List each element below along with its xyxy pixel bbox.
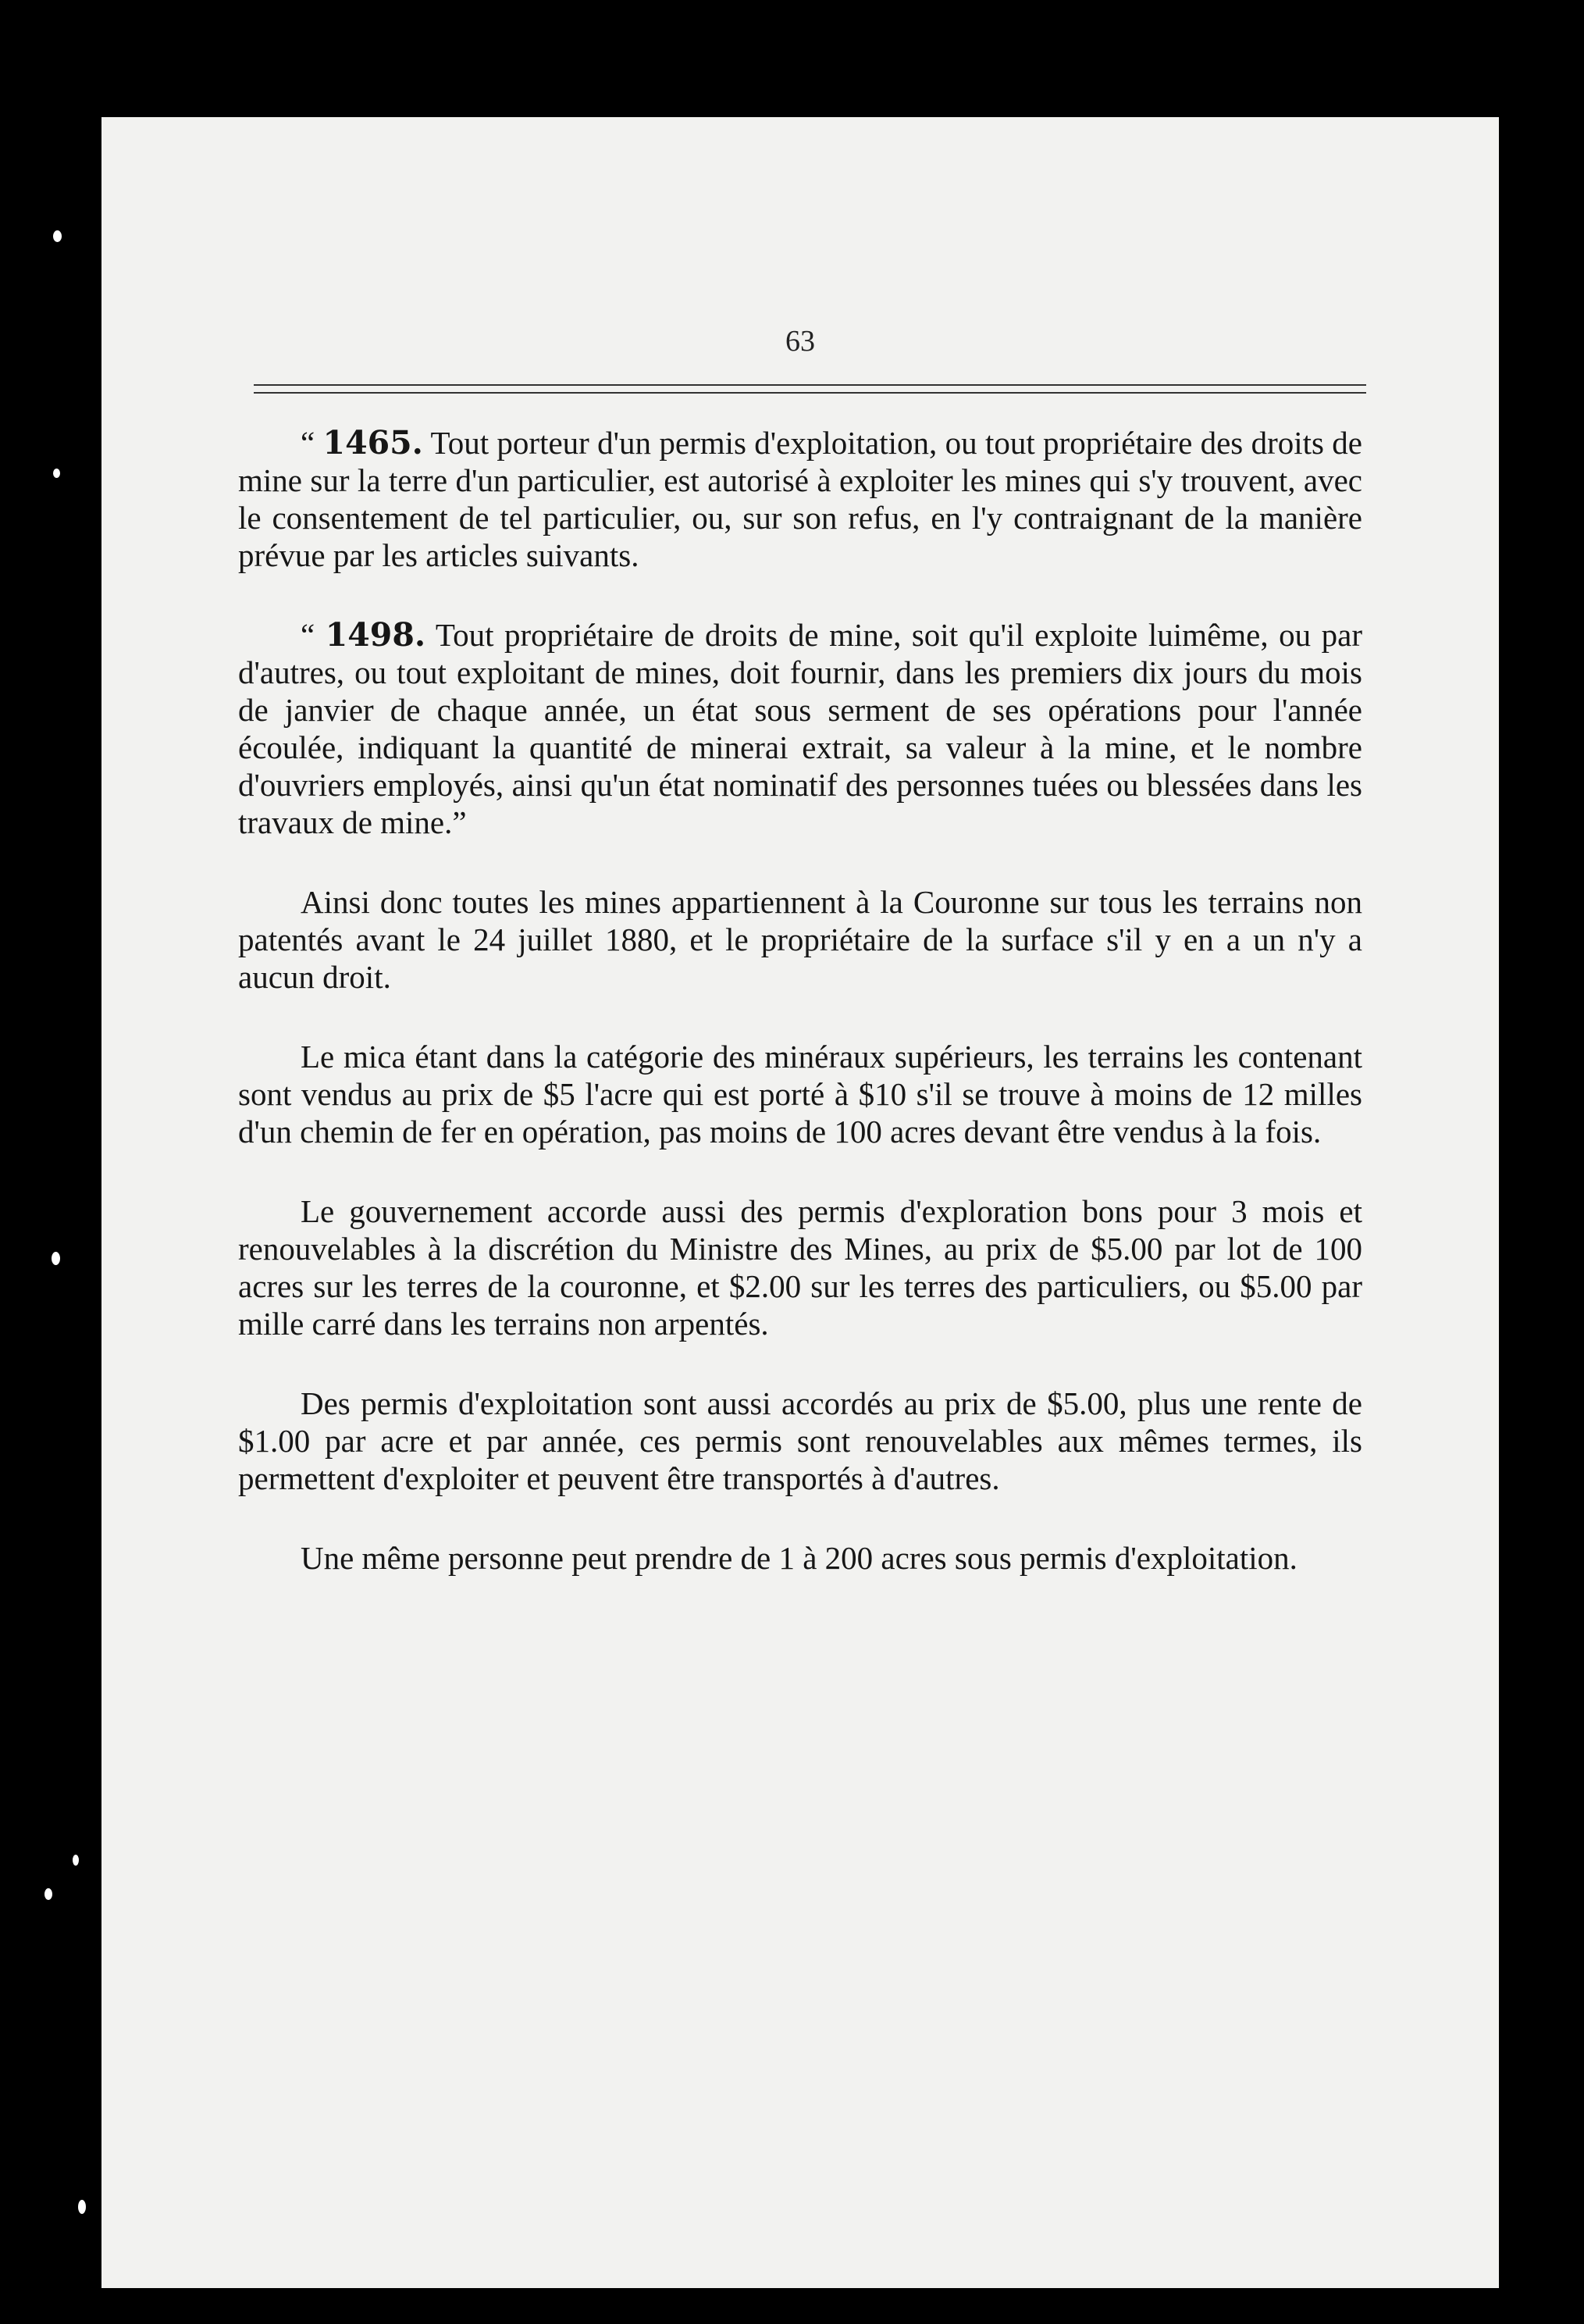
paragraph-exploitation-permits: Des permis d'exploitation sont aussi accordés au prix de $5.00, plus une rente de $1.00 par acre et par année, ces permis sont renouvelables aux mêmes termes, ils permettent d'exploiter et peuvent être transportés à d'autres.: [238, 1385, 1362, 1496]
scan-speck: [73, 1855, 79, 1866]
page-number: 63: [785, 325, 815, 358]
paragraph-acreage-limit: Une même personne peut prendre de 1 à 200 acres sous permis d'exploitation.: [301, 1540, 1297, 1576]
document-page: [101, 117, 1499, 2288]
article-number: 1498.: [325, 616, 426, 654]
article-text: Tout porteur d'un permis d'exploitation, ou tout propriétaire des droits de mine sur la terre d'un particulier, est autorisé à exploiter les mines qui s'y trouvent, avec le consentement de tel particulier, ou, sur son refus, en l'y contraignant de la manière prévue par les articles suivants.: [238, 425, 1363, 573]
header-rule: [254, 384, 1366, 386]
scan-speck: [53, 230, 62, 242]
scan-speck: [78, 2200, 86, 2214]
scan-speck: [53, 469, 60, 478]
scan-speck: [44, 1888, 52, 1900]
article-1465: [238, 424, 1362, 574]
header-rule-secondary: [254, 392, 1366, 394]
scan-speck: [52, 1252, 60, 1265]
page-body: [238, 424, 1362, 1619]
paragraph-exploration-permits: Le gouvernement accorde aussi des permis d'exploration bons pour 3 mois et renouvelables à la discrétion du Ministre des Mines, au prix de $5.00 par lot de 100 acres sur les terres de la couronne, et $2.00 sur les terres des particuliers, ou $5.00 par mille carré dans les terrains non arpentés.: [238, 1193, 1362, 1342]
article-open-quote: “: [301, 617, 315, 653]
article-text: Tout propriétaire de droits de mine, soit qu'il exploite luimême, ou par d'autres, ou tout exploitant de mines, doit fournir, dans les premiers dix jours du mois de janvier de chaque année, un état sous serment de ses opérations pour l'année écoulée, indiquant la quantité de minerai extrait, sa valeur à la mine, et le nombre d'ouvriers employés, ainsi qu'un état nominatif des personnes tuées ou blessées dans les travaux de mine.”: [238, 617, 1362, 840]
article-number: 1465.: [322, 424, 423, 462]
article-1498: [238, 616, 1362, 841]
paragraph-crown-mines: Ainsi donc toutes les mines appartiennent à la Couronne sur tous les terrains non patentés avant le 24 juillet 1880, et le propriétaire de la surface s'il y en a un n'y a aucun droit.: [238, 884, 1362, 995]
paragraph-mica-pricing: Le mica étant dans la catégorie des minéraux supérieurs, les terrains les contenant sont vendus au prix de $5 l'acre qui est porté à $10 s'il se trouve à moins de 12 milles d'un chemin de fer en opération, pas moins de 100 acres devant être vendus à la fois.: [238, 1039, 1362, 1150]
article-open-quote: “: [301, 425, 315, 461]
